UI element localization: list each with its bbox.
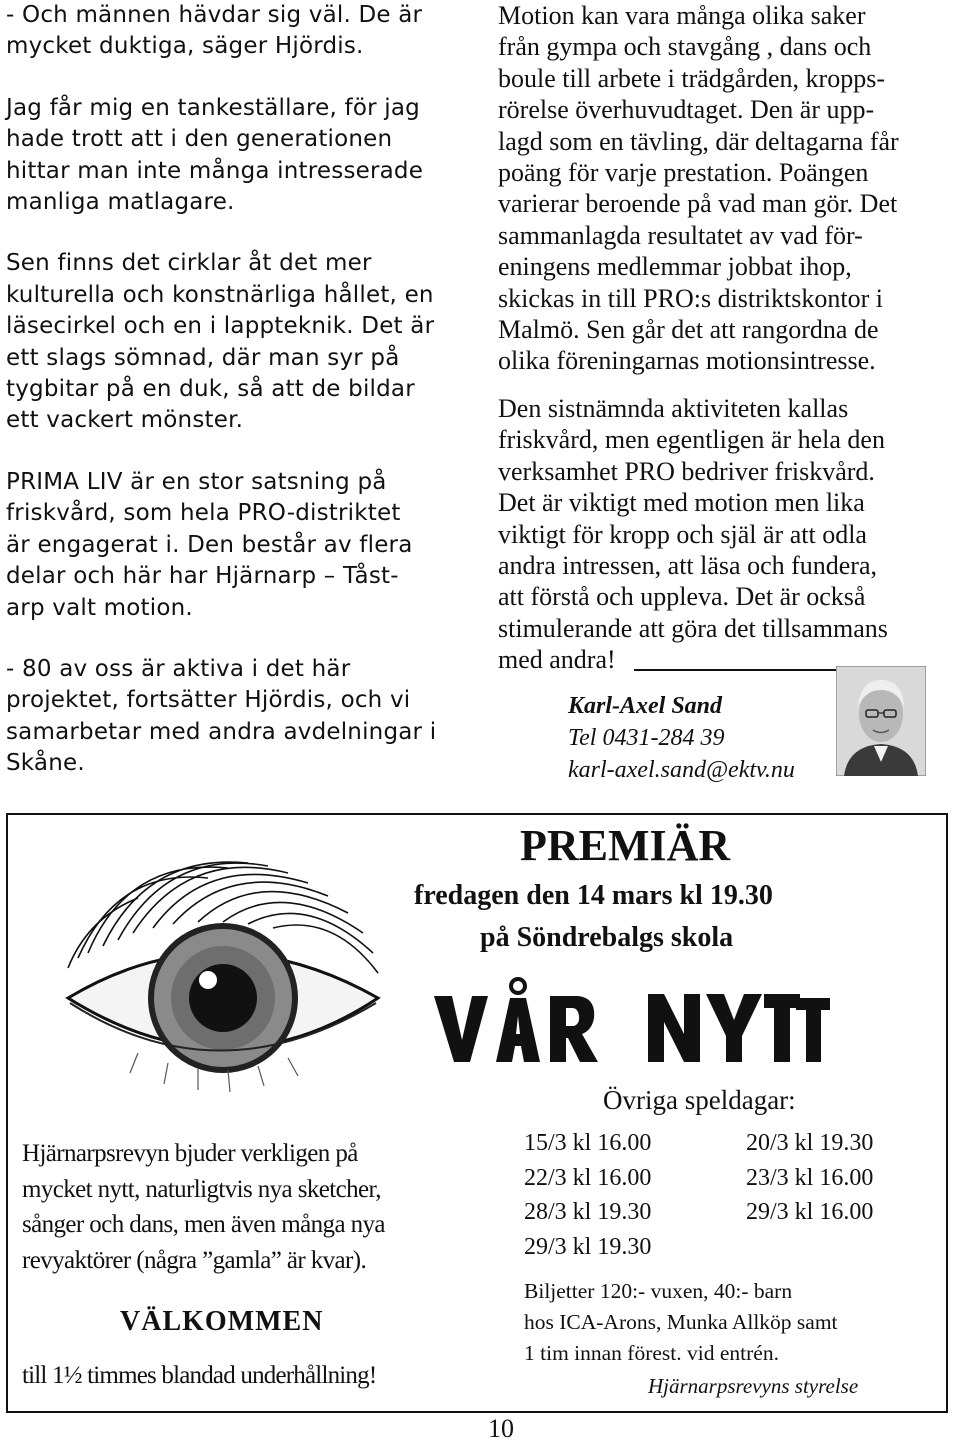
date-entry: 29/3 kl 16.00 <box>746 1199 874 1225</box>
ticket-info: Biljetter 120:- vuxen, 40:- barn hos ICA-Arons, Munka Allköp samt 1 tim innan förest. vid entrén. <box>524 1279 838 1365</box>
date-entry: 28/3 kl 19.30 <box>524 1199 652 1225</box>
paragraph: - 80 av oss är aktiva i det här projektet, fortsätter Hjördis, och vi samarbetar med andra avdelningar i Skåne. <box>6 655 437 777</box>
author-phone: Tel 0431-284 39 <box>568 725 725 751</box>
premiere-venue: på Söndrebalgs skola <box>480 922 734 953</box>
date-entry: 20/3 kl 19.30 <box>746 1130 874 1156</box>
date-row <box>524 1161 924 1196</box>
performance-dates <box>524 1126 924 1264</box>
premiere-headline: PREMIÄR <box>520 821 731 870</box>
left-article-column <box>6 0 476 810</box>
author-portrait <box>836 666 926 776</box>
other-performances-title: Övriga speldagar: <box>603 1085 796 1115</box>
paragraph: Motion kan vara många olika saker från gympa och stavgång , dans och boule till arbete i trädgården, kropps- rörelse överhuvudtaget. Den är upp- lagd som en tävling, där deltagarna får poäng för varje prestation. Poängen varierar beroende på vad man gör. Det sammanlagda resultatet av vad för- eningens medlemmar jobbat ihop, skickas in till PRO:s distriktskontor i Malmö. Sen går det att rangordna de olika föreningarnas motionsintresse. <box>498 1 899 376</box>
entertainment-tagline: till 1½ timmes blandad underhållning! <box>22 1362 377 1389</box>
right-article-column <box>498 0 958 692</box>
welcome-heading: VÄLKOMMEN <box>120 1306 324 1337</box>
author-email[interactable]: karl-axel.sand@ektv.nu <box>568 757 795 783</box>
date-row <box>524 1195 924 1230</box>
paragraph: PRIMA LIV är en stor satsning på friskvård, som hela PRO-distriktet är engagerat i. Den består av flera delar och här har Hjärnarp – Tåst- arp valt motion. <box>6 468 413 621</box>
date-entry: 29/3 kl 19.30 <box>524 1233 652 1260</box>
paragraph: - Och männen hävdar sig väl. De är mycket duktiga, säger Hjördis. <box>6 2 423 60</box>
date-entry: 23/3 kl 16.00 <box>746 1164 874 1191</box>
paragraph: Den sistnämnda aktiviteten kallas friskvård, men egentligen är hela den verksamhet PRO bedriver friskvård. Det är viktigt med motion men lika viktigt för kropp och själ är att odla andra intressen, att läsa och fundera, att förstå och uppleva. Det är också stimulerande att göra det tillsammans med andra! <box>498 393 888 675</box>
author-signature <box>568 690 795 786</box>
premiere-date: fredagen den 14 mars kl 19.30 <box>414 880 773 911</box>
paragraph: Jag får mig en tankeställare, för jag hade trott att i den generationen hittar man inte många intresserade manliga matlagare. <box>6 94 424 216</box>
eye-illustration <box>58 848 388 1118</box>
date-entry: 15/3 kl 16.00 <box>524 1130 652 1156</box>
date-row <box>524 1126 924 1161</box>
revue-invitation-text: Hjärnarpsrevyn bjuder verkligen på mycket nytt, naturligtvis nya sketcher, sånger och dans, men även många nya revyaktörer (några ”gamla” är kvar). <box>22 1140 385 1274</box>
organizer-credit: Hjärnarpsrevyns styrelse <box>648 1374 859 1398</box>
author-name: Karl-Axel Sand <box>568 693 723 719</box>
signature-rule <box>634 669 836 671</box>
page-number: 10 <box>488 1414 514 1443</box>
date-row <box>524 1230 924 1265</box>
var-nytt-logo <box>426 976 832 1066</box>
date-entry: 22/3 kl 16.00 <box>524 1164 652 1191</box>
paragraph: Sen finns det cirklar åt det mer kulturella och konstnärliga hållet, en läsecirkel och en i lappteknik. Det är ett slags sömnad, där man syr på tygbitar på en duk, så att de bildar ett vackert mönster. <box>6 250 435 434</box>
